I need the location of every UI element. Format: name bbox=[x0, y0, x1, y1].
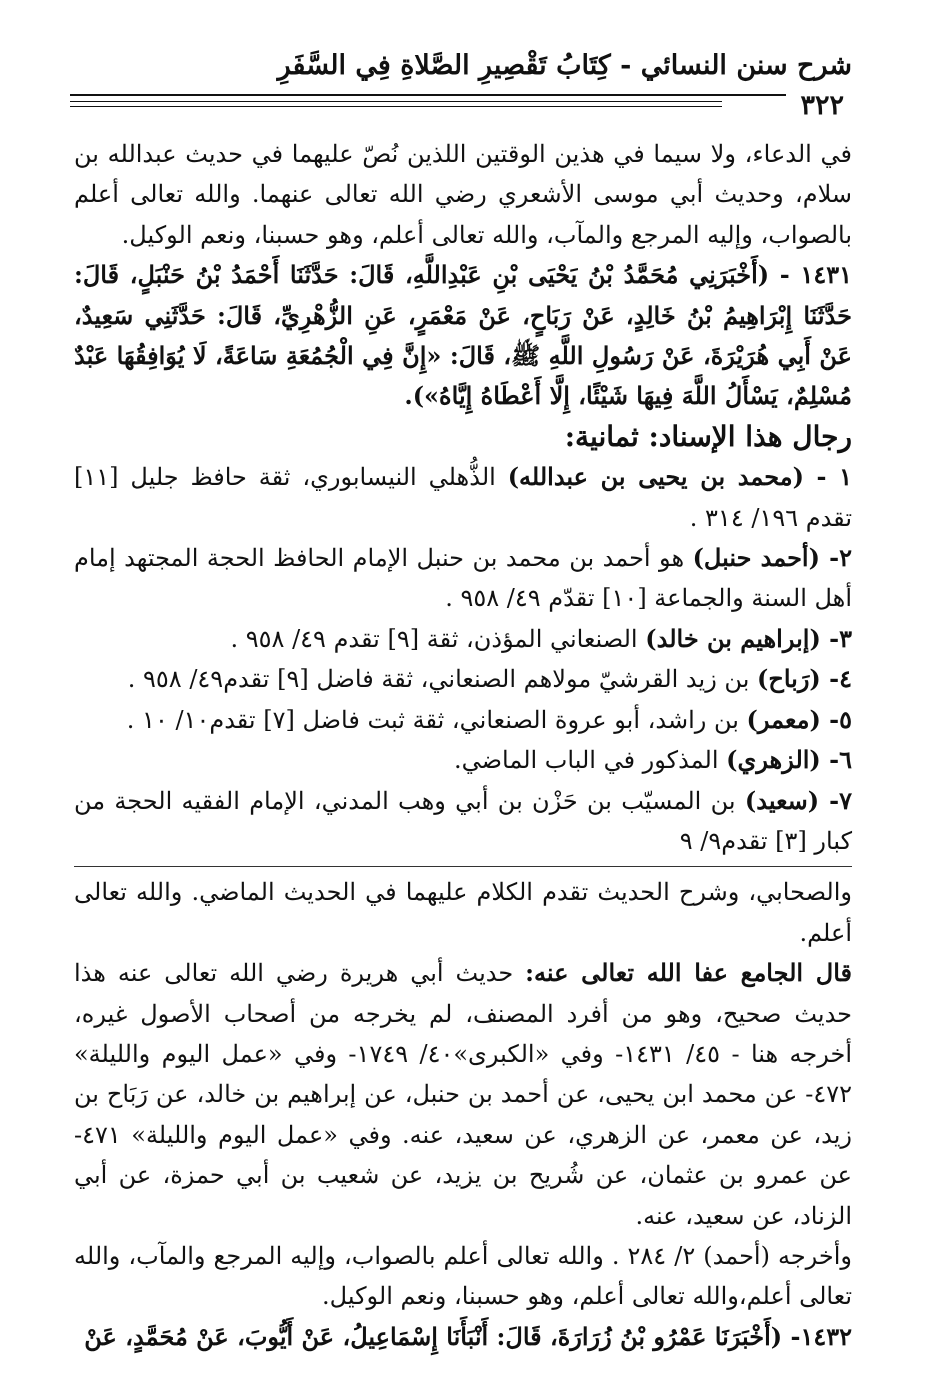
narrator-item bbox=[74, 619, 852, 659]
page-header bbox=[70, 40, 852, 120]
narrator-text: الصنعاني المؤذن، ثقة [٩] تقدم ٤٩/ ٩٥٨ . bbox=[230, 624, 646, 653]
narrator-text: الذُّهلي النيسابوري، ثقة حافظ جليل [١١] تقدم ١٩٦/ ٣١٤ . bbox=[74, 463, 852, 532]
hadith-1432: ١٤٣٢- (أَخْبَرَنَا عَمْرُو بْنُ زُرَارَةَ، قَالَ: أَنْبَأَنَا إِسْمَاعِيلُ، عَنْ أَيُّوبَ، عَنْ مُحَمَّدٍ، عَنْ bbox=[84, 1321, 852, 1351]
header-rule-middle bbox=[70, 101, 722, 102]
jami-text: حديث أبي هريرة رضي الله تعالى عنه هذا حديث صحيح، وهو من أفرد المصنف، لم يخرجه من أصحاب الأصول غيره، أخرجه هنا - ٤٥/ ١٤٣١- وفي «الكبرى»٤٠/ ١٧٤٩- وفي «عمل اليوم والليلة» ٤٧٢- عن محمد ابن يحيى، عن أحمد بن حنبل، عن إبراهيم بن خالد، عن رَبَاح بن زيد، عن معمر، عن الزهري، عن سعيد، عنه. وفي «عمل اليوم والليلة» ٤٧١- عن عمرو بن عثمان، عن شُريح بن يزيد، عن شعيب بن أبي حمزة، عن أبي الزناد، عن سعيد، عنه. bbox=[74, 959, 852, 1230]
narrator-text: بن راشد، أبو عروة الصنعاني، ثقة ثبت فاضل [٧] تقدم١٠/ ١٠ . bbox=[126, 705, 747, 734]
narrator-item bbox=[74, 538, 852, 619]
narrator-item bbox=[74, 457, 852, 538]
narrator-name: ٧- (سعيد) bbox=[744, 785, 852, 815]
page-number: ٣٢٢ bbox=[786, 90, 852, 121]
narrator-text: بن المسيّب بن حَزْن بن أبي وهب المدني، الإمام الفقيه الحجة من كبار [٣] تقدم٩/ ٩ bbox=[74, 786, 852, 855]
narrator-name: ١ - (محمد بن يحيى بن عبدالله) bbox=[507, 462, 852, 492]
closing-paragraph: وأخرجه (أحمد) ٢/ ٢٨٤ . والله تعالى أعلم بالصواب، وإليه المرجع والمآب، والله تعالى أعلم،والله تعالى أعلم، وهو حسبنا، ونعم الوكيل. bbox=[74, 1241, 853, 1311]
section-divider bbox=[74, 866, 852, 867]
narrator-name: ٤- (رَباح) bbox=[757, 664, 852, 694]
narrator-name: ٣- (إبراهيم بن خالد) bbox=[645, 623, 852, 653]
intro-paragraph: في الدعاء، ولا سيما في هذين الوقتين اللذين نُصّ عليهما في حديث عبدالله بن سلام، وحديث أبي موسى الأشعري رضي الله تعالى عنهما. والله تعالى أعلم بالصواب، وإليه المرجع والمآب، والله تعالى أعلم، وهو حسبنا، ونعم الوكيل. bbox=[74, 140, 852, 249]
jami-label: قال الجامع عفا الله تعالى عنه: bbox=[525, 958, 852, 988]
narrator-name: ٥- (معمر) bbox=[746, 704, 852, 734]
narrator-name: ٢- (أحمد حنبل) bbox=[692, 543, 852, 573]
companion-paragraph: والصحابي، وشرح الحديث تقدم الكلام عليهما في الحديث الماضي. والله تعالى أعلم. bbox=[74, 878, 852, 947]
narrator-name: ٦- (الزهري) bbox=[726, 745, 852, 775]
narrator-text: المذكور في الباب الماضي. bbox=[454, 746, 727, 775]
running-title: شرح سنن النسائي - كِتَابُ تَقْصِيرِ الصَّلاةِ فِي السَّفَرِ bbox=[277, 50, 852, 81]
narrator-item bbox=[74, 781, 852, 862]
hadith-1431: ١٤٣١ - (أَخْبَرَنِي مُحَمَّدُ بْنُ يَحْيَى بْنِ عَبْدِاللَّهِ، قَالَ: حَدَّثَنَا أَحْمَدُ بْنُ حَنْبَلٍ، قَالَ: حَدَّثَنَا إِبْرَاهِيمُ بْنُ خَالِدٍ، عَنْ رَبَاحٍ، عَنْ مَعْمَرٍ، عَنِ الزُّهْرِيِّ، قَالَ: حَدَّثَنِي سَعِيدٌ، عَنْ أَبِي هُرَيْرَةَ، عَنْ رَسُولِ اللَّهِ ﷺ، قَالَ: «إِنَّ فِي الْجُمُعَةِ سَاعَةً، لَا يُوَافِقُهَا عَبْدٌ مُسْلِمٌ، يَسْأَلُ اللَّهَ فِيهَا شَيْئًا، إِلَّا أَعْطَاهُ إِيَّاهُ»). bbox=[74, 260, 852, 411]
narrator-text: بن زيد القرشيّ مولاهم الصنعاني، ثقة فاضل [٩] تقدم٤٩/ ٩٥٨ . bbox=[127, 665, 757, 694]
header-rule-top bbox=[70, 94, 852, 96]
narrator-item bbox=[74, 659, 852, 699]
narrator-item bbox=[74, 700, 852, 740]
narrator-text: هو أحمد بن محمد بن حنبل الإمام الحافظ الحجة المجتهد إمام أهل السنة والجماعة [١٠] تقدّم ٤٩/ ٩٥٨ . bbox=[74, 544, 852, 613]
page-content bbox=[74, 134, 852, 1357]
narrators-heading: رجال هذا الإسناد: ثمانية: bbox=[564, 419, 852, 453]
narrator-item bbox=[74, 740, 852, 780]
jami-paragraph bbox=[74, 953, 852, 1236]
header-rule-bottom bbox=[70, 106, 722, 107]
